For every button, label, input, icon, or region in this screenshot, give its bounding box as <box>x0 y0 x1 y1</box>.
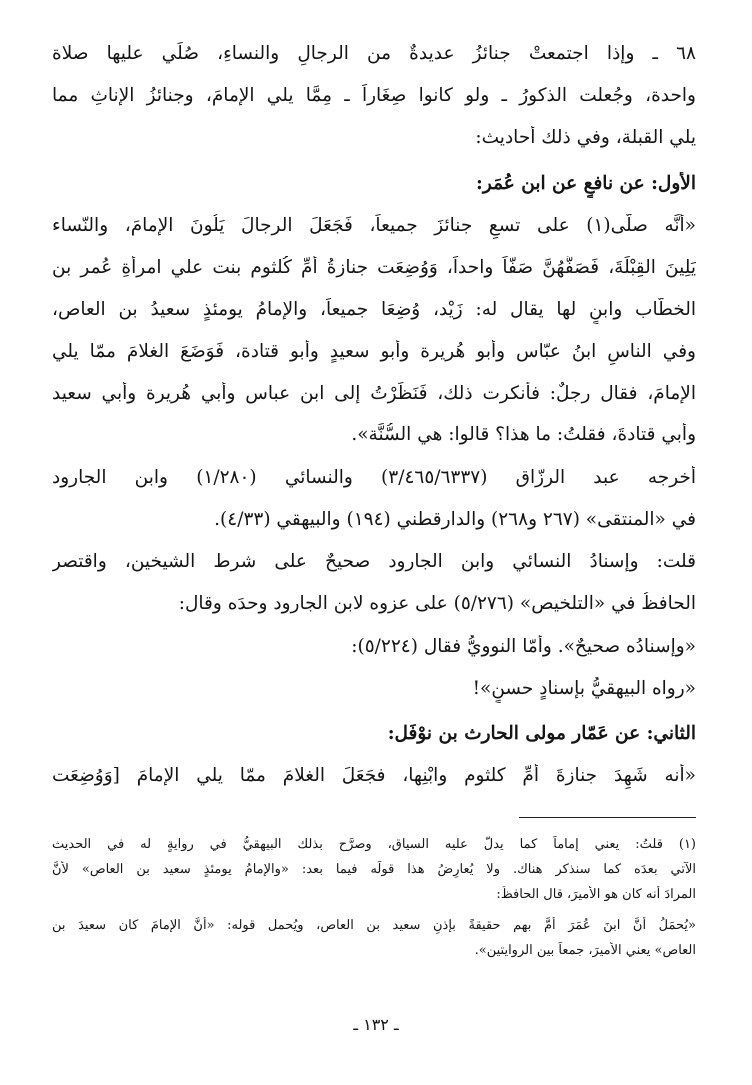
body-line: الحافظُ في «التلخيص» (٥/٢٧٦) على عزوه لابن الجارود وحدَه وقال: <box>178 593 696 614</box>
body-line: وفي الناسِ ابنُ عبّاس وأبو هُريرة وأبو سعيدٍ وأبو قتادة، فَوَضَعَ الغلامَ ممّا يلي <box>52 341 696 362</box>
body-line: قلت: وإسنادُ النسائي وابن الجارود صحيحٌ على شرط الشيخين، واقتصر <box>52 551 696 572</box>
section-heading: الأول: عن نافعٍ عن ابن عُمَر: <box>476 173 696 194</box>
body-line: وأبي قتادةَ، فقلتُ: ما هذا؟ قالوا: هي السُّنَّة». <box>351 424 696 445</box>
body-line: «وإسنادُه صحيحٌ». وأمّا النوويُّ فقال (٥/٢٢٤): <box>351 636 696 657</box>
body-line: يَلِينَ القِبْلَةَ، فَصَفَّهُنَّ صَفّاً واحداً، وَوُضِعَت جنازةُ أُمِّ كُلثوم بنت علي امرأةِ عُمر بن <box>52 257 696 278</box>
body-line: يلي القبلة، وفي ذلك أحاديث: <box>475 127 696 148</box>
section-heading: الثاني: عن عَمّار مولى الحارث بن نوْفَل: <box>387 723 696 744</box>
footnote-line: «يُحمَلُ أنَّ ابنَ عُمَرَ أمَّ بهم حقيقةً بإذنِ سعيد بن العاص، ويُحمل قوله: «أنَّ الإمامَ كان سعيدَ بن <box>52 918 696 933</box>
body-line: في «المنتقى» (٢٦٧ و٢٦٨) والدارقطني (١٩٤) والبيهقي (٤/٣٣). <box>214 509 696 530</box>
footnote-line: الآتي بعدَه كما سنذكر هناك. ولا يُعارِضُ هذا قولَه فيما بعد: «والإمامُ يومئذٍ سعيد بن العاص» لأنَّ <box>52 862 696 877</box>
footnote-line: العاص» يعني الأميرَ، جمعاً بين الروايتين». <box>474 943 696 958</box>
footnote-line: المرادَ أنه كان هو الأميرَ، قال الحافظُ: <box>496 887 696 902</box>
body-line: «أنه شَهِدَ جنازةَ أُمِّ كلثوم وابْنِها، فجَعَلَ الغلامَ ممّا يلي الإمامَ [وَوُضِعَت <box>52 765 696 786</box>
footnote-line: (١) قلتُ: يعني إماماً كما يدلُّ عليه السياق، وصرَّح بذلك البيهقيُّ في روايةٍ له في الحديث <box>52 837 696 852</box>
body-line: الإمامَ، فقال رجلٌ: فأنكرت ذلك، فَنَظَرْتُ إلى ابن عباس وأبي هُريرة وأبي سعيد <box>52 383 696 404</box>
body-line: ٦٨ ـ وإذا اجتمعتْ جنائزُ عديدةٌ من الرجالِ والنساءِ، صُلِّي عليها صلاة <box>52 43 696 64</box>
body-line: واحدة، وجُعلت الذكورُ ـ ولو كانوا صِغَاراً ـ مِمَّا يلي الإمامَ، وجنائزُ الإناثِ مما <box>52 85 696 106</box>
body-line: الخطّاب وابنٍ لها يقال له: زَيْد، وُضِعَا جميعاً، والإمامُ يومئذٍ سعيدُ بن العاص، <box>52 299 696 320</box>
body-line: «أنَّه صلّى(١) على تسعِ جنائزَ جميعاً، فَجَعَلَ الرجالَ يَلُونَ الإمامَ، والنّساء <box>52 215 696 236</box>
body-line: أخرجه عبد الرزّاق (٣/٤٦٥/٦٣٣٧) والنسائي (١/٢٨٠) وابن الجارود <box>52 467 696 488</box>
page-number: ـ ١٣٢ ـ <box>353 1015 399 1034</box>
footnote-separator <box>519 817 696 818</box>
body-line: «رواه البيهقيُّ بإسنادٍ حسنٍ»! <box>472 678 696 699</box>
